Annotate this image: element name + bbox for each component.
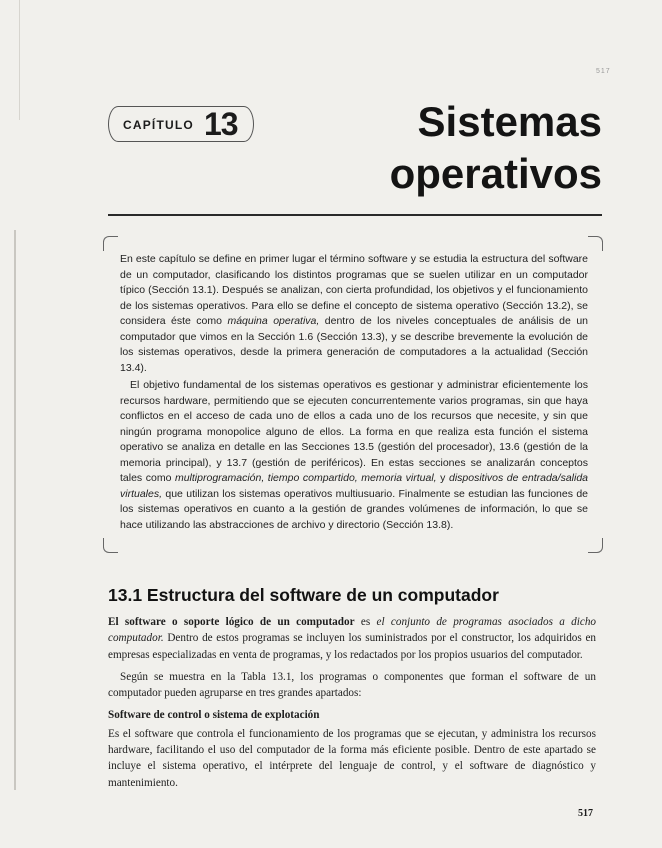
section-body [108, 614, 596, 797]
abstract-bracket-bottom-left [103, 538, 118, 553]
section-heading: 13.1 Estructura del software de un computador [108, 585, 499, 605]
title-divider [108, 214, 602, 216]
chapter-number: 13 [203, 106, 238, 142]
body-paragraph-1 [108, 614, 596, 663]
abstract-p1-text: En este capítulo se define en primer lugar el término software y se estudia la estructura del software de un computador, clasificando los distintos programas que se suelen utilizar en un computador típico (Sección 13.1). Después se analizan, con cierta profundidad, los objetivos y el funcionamiento de los sistemas operativos. Para ello se define el concepto de sistema operativo (Sección 13.2), se considera éste como [120, 253, 588, 327]
footer-page-number: 517 [578, 808, 593, 819]
header-page-number: 517 [596, 68, 611, 75]
chapter-title-line2: operativos [389, 150, 602, 197]
body-p1-bold: El software o soporte lógico de un computador [108, 616, 355, 628]
body-p1-end: Dentro de estos programas se incluyen los suministrados por el constructor, los adquiridos en empresas especializadas en venta de programas, y los redactados por los propios usuarios del computador. [108, 632, 596, 661]
abstract-p2-italic2: dispositivos de entrada/salida virtuales, [120, 472, 589, 500]
body-p1-mid: es [360, 616, 371, 628]
chapter-badge [108, 106, 254, 142]
chapter-label: CAPÍTULO [123, 118, 194, 132]
body-paragraph-3: Es el software que controla el funcionamiento de los programas que se ejecutan, y administra los recursos hardware, facilitando el uso del computador de la forma más eficiente posible. Dentro de este apartado se incluye el sistema operativo, el intérprete del lenguaje de control, y el software de diagnóstico y mantenimiento. [108, 727, 596, 789]
abstract-bracket-top-left [103, 236, 118, 251]
body-paragraph-2: Según se muestra en la Tabla 13.1, los programas o componentes que forman el software de un computador pueden agruparse en tres grandes apartados: [108, 670, 596, 700]
abstract-bracket-top-right [588, 236, 603, 251]
page-binding-shadow [14, 230, 16, 790]
abstract-p2-text: El objetivo fundamental de los sistemas operativos es gestionar y administrar eficientemente los recursos hardware, permitiendo que se ejecuten concurrentemente varios programas, sin que haya conflictos en el acceso de cada uno de ellos a cada uno de los recursos que necesite, y sin que ningún programa monopolice alguno de ellos. La forma en que realiza esta función el sistema operativo se analiza en detalle en las Secciones 13.5 (gestión del procesador), 13.6 (gestión de la memoria principal), y 13.7 (gestión de periféricos). En estas secciones se analizarán conceptos tales como [120, 379, 588, 484]
abstract-p1-italic: máquina operativa, [227, 315, 320, 327]
body-subheading: Software de control o sistema de explotación [108, 709, 320, 722]
abstract-paragraph-1 [120, 252, 588, 376]
chapter-abstract [120, 252, 588, 535]
chapter-title-line1: Sistemas [417, 98, 602, 145]
abstract-p1-end: dentro de los niveles conceptuales de análisis de un computador que vimos en la Sección 1.6 (Sección 13.3), y se describe brevemente la evolución de los sistemas operativos, desde la primera generación de computadores a la actualidad (Sección 13.4). [120, 315, 588, 374]
abstract-p2-end: que utilizan los sistemas operativos multiusuario. Finalmente se estudian las funciones de los sistemas operativos en cuanto a la gestión de grandes volúmenes de información, lo que se hace utilizando las abstracciones de archivo y directorio (Sección 13.8). [120, 487, 589, 531]
body-p1-italic: el conjunto de programas asociados a dicho computador. [108, 616, 597, 645]
abstract-p2-mid: y [440, 472, 446, 484]
page-edge-line [19, 0, 20, 120]
abstract-paragraph-2 [120, 378, 588, 533]
abstract-p2-italic: multiprogramación, tiempo compartido, memoria virtual, [174, 472, 437, 484]
abstract-bracket-bottom-right [588, 538, 603, 553]
